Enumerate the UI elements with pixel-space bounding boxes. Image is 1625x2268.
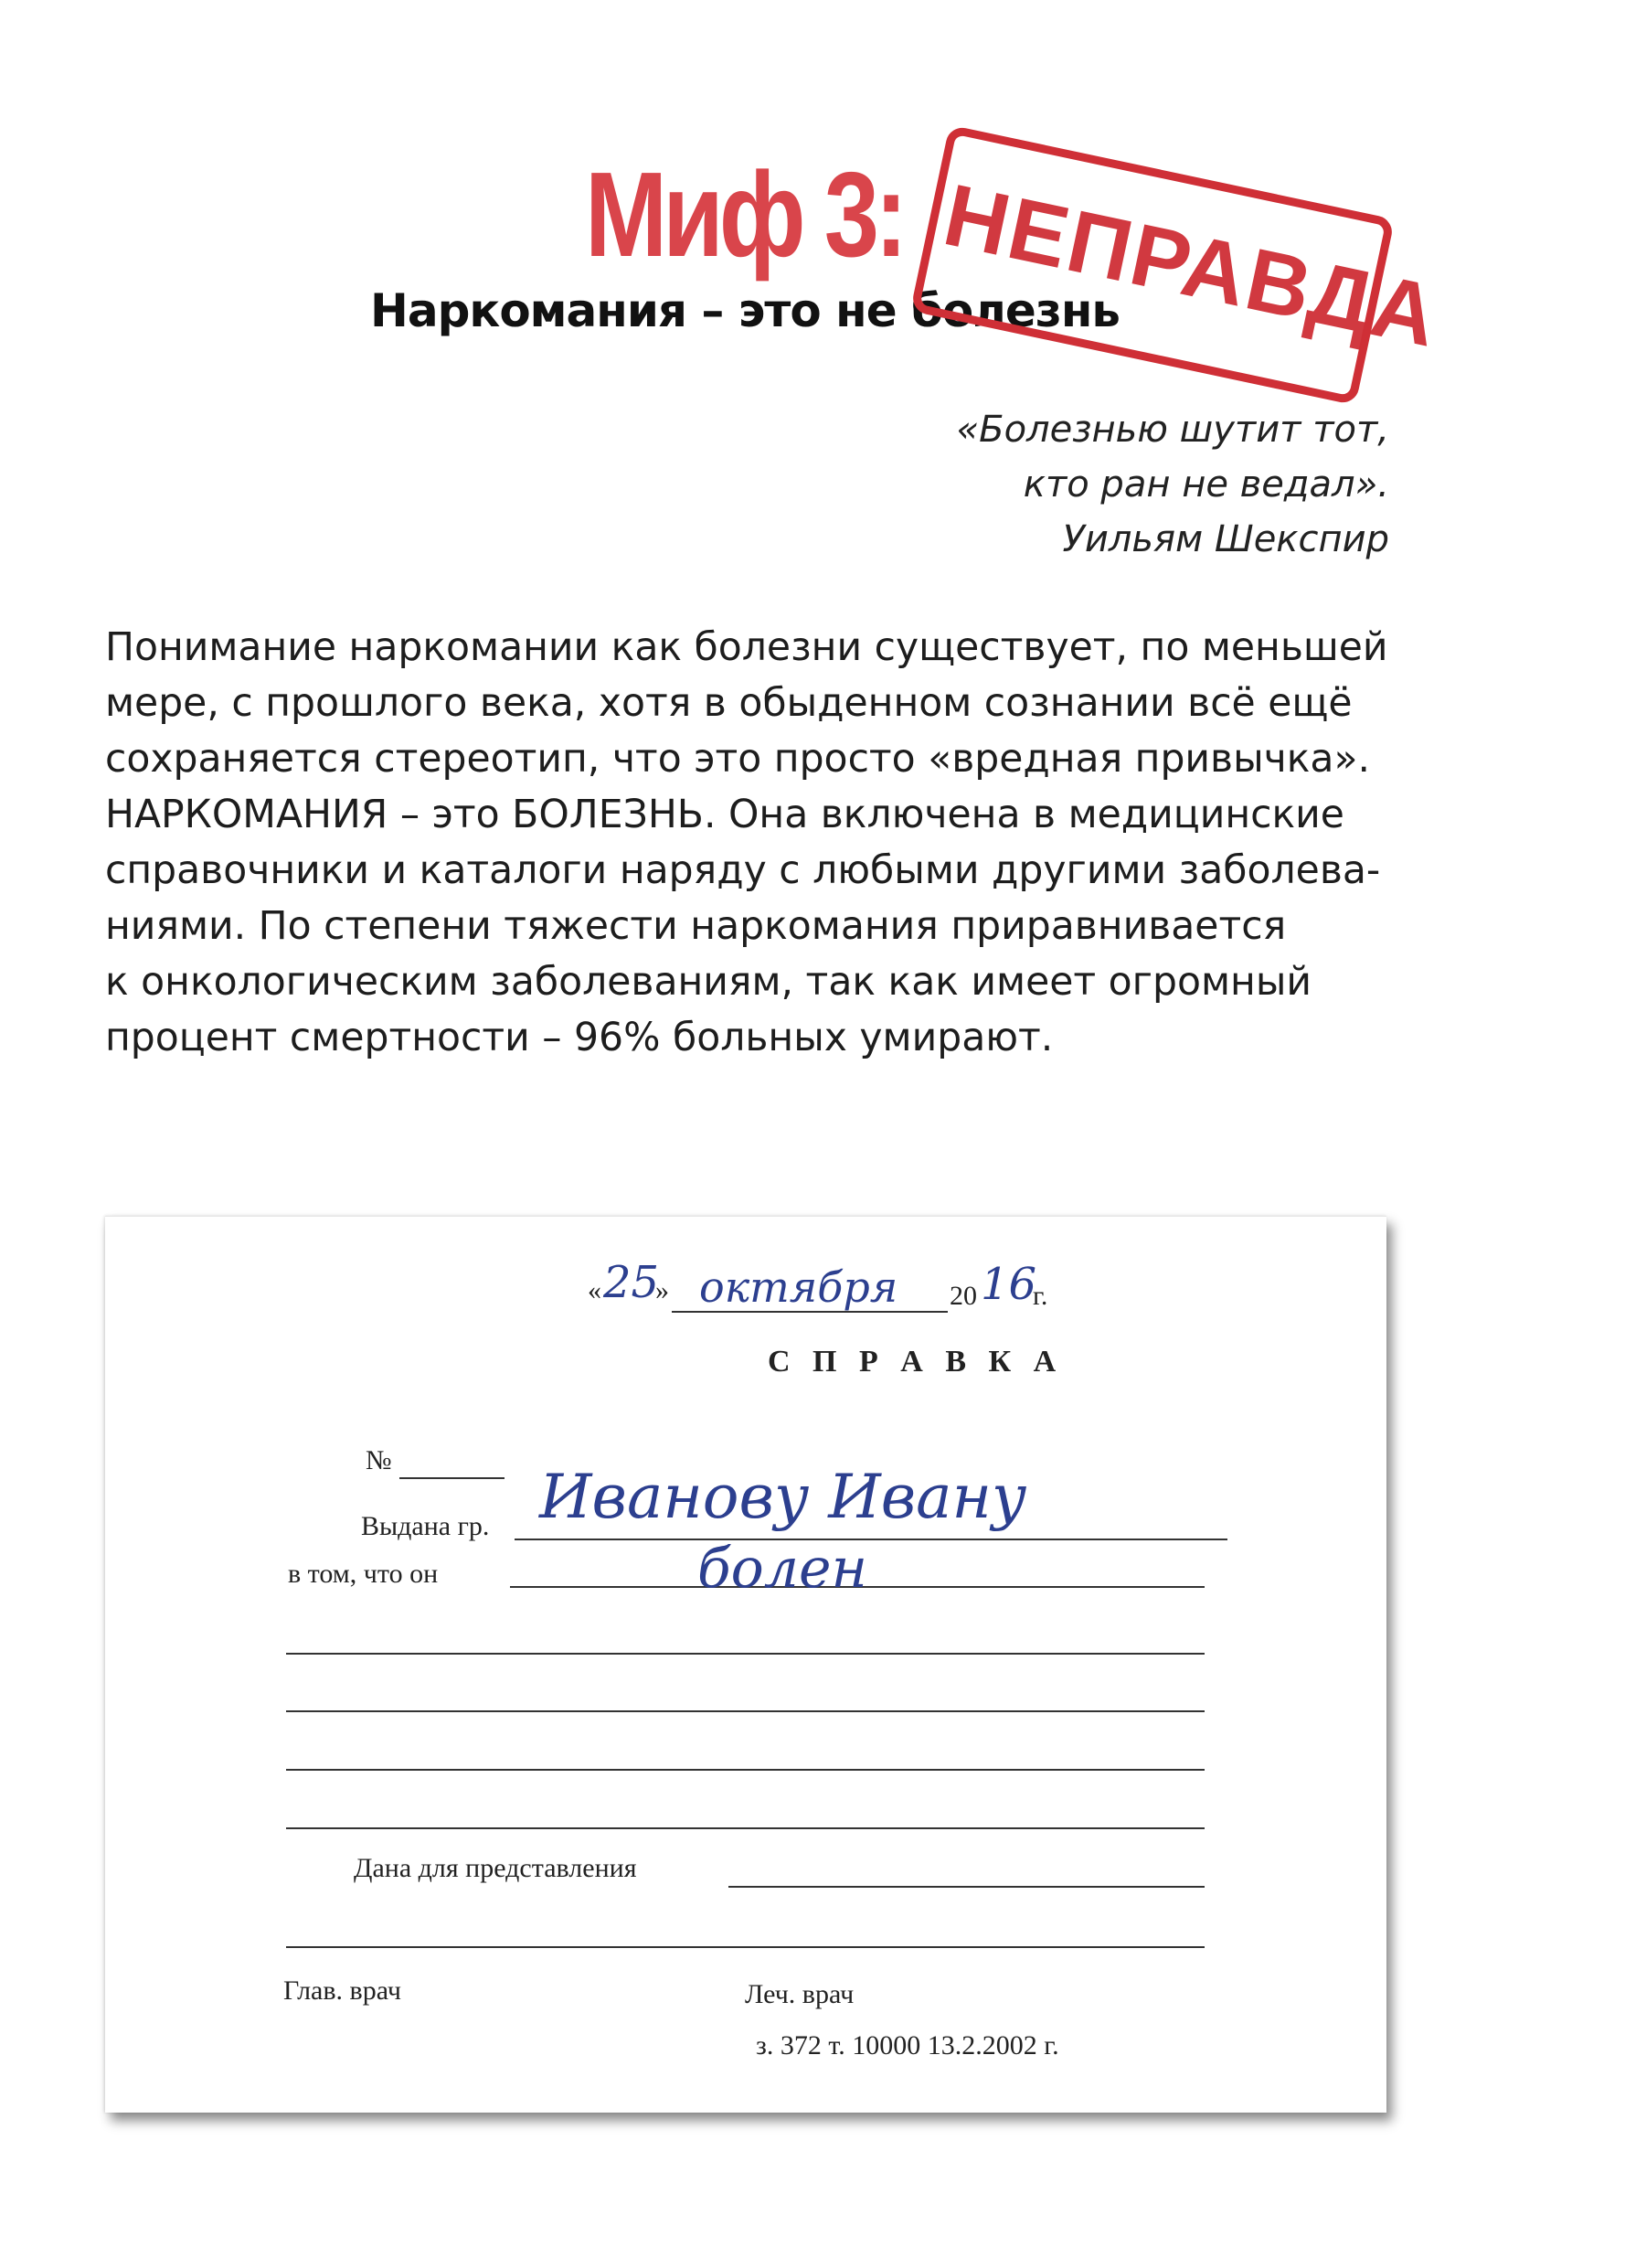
epigraph (731, 402, 1389, 567)
issued-label: Выдана гр. (361, 1511, 490, 1541)
body-line: мере, с прошлого века, хотя в обыденном сознании всё ещё (105, 681, 1353, 726)
issued-value: Иванову Ивану (539, 1462, 1027, 1532)
myth-subtitle: Наркомания – это не болезнь (370, 284, 1121, 337)
date-year-suffix: 16 (981, 1259, 1037, 1310)
attending-doctor-label: Леч. врач (745, 1979, 855, 2009)
chief-doctor-label: Глав. врач (283, 1975, 401, 2006)
given-label: Дана для представления (354, 1853, 637, 1883)
given-line (728, 1886, 1205, 1888)
body-line: Понимание наркомании как болезни существует, по меньшей (105, 625, 1388, 670)
issued-line (515, 1539, 1227, 1540)
blank-line (286, 1653, 1205, 1655)
body-line: НАРКОМАНИЯ – это БОЛЕЗНЬ. Она включена в медицинские (105, 793, 1344, 837)
date-month: октября (699, 1262, 898, 1312)
date-g: г. (1033, 1281, 1048, 1311)
body-line: к онкологическим заболеваниям, так как имеет огромный (105, 960, 1312, 1005)
that-value: болен (697, 1537, 867, 1601)
date-year-prefix: 20 (950, 1281, 977, 1311)
myth-number-title: Миф 3: (585, 147, 904, 282)
date-open-quote: « (588, 1275, 601, 1305)
print-info: з. 372 т. 10000 13.2.2002 г. (756, 2030, 1059, 2060)
stamp-text: НЕПРАВДА (936, 165, 1448, 367)
blank-line (286, 1946, 1205, 1948)
epigraph-author: Уильям Шекспир (1062, 518, 1389, 560)
epigraph-line: «Болезнью шутит тот, (956, 409, 1389, 451)
date-close-quote: » (655, 1275, 669, 1305)
body-line: справочники и каталоги наряду с любыми другими заболева- (105, 848, 1381, 893)
body-line: ниями. По степени тяжести наркомания приравнивается (105, 904, 1287, 949)
that-label: в том, что он (288, 1559, 439, 1589)
date-day: 25 (603, 1257, 660, 1308)
certificate-title: С П Р А В К А (768, 1345, 1064, 1379)
epigraph-line: кто ран не ведал». (1023, 463, 1389, 506)
blank-line (286, 1769, 1205, 1771)
number-line (399, 1477, 504, 1479)
body-line: сохраняется стереотип, что это просто «вредная привычка». (105, 737, 1370, 782)
blank-line (286, 1827, 1205, 1829)
medical-certificate (105, 1216, 1386, 2113)
body-paragraph (105, 620, 1421, 1066)
number-label: № (366, 1445, 392, 1475)
blank-line (286, 1710, 1205, 1712)
body-line: процент смертности – 96% больных умирают. (105, 1016, 1054, 1060)
